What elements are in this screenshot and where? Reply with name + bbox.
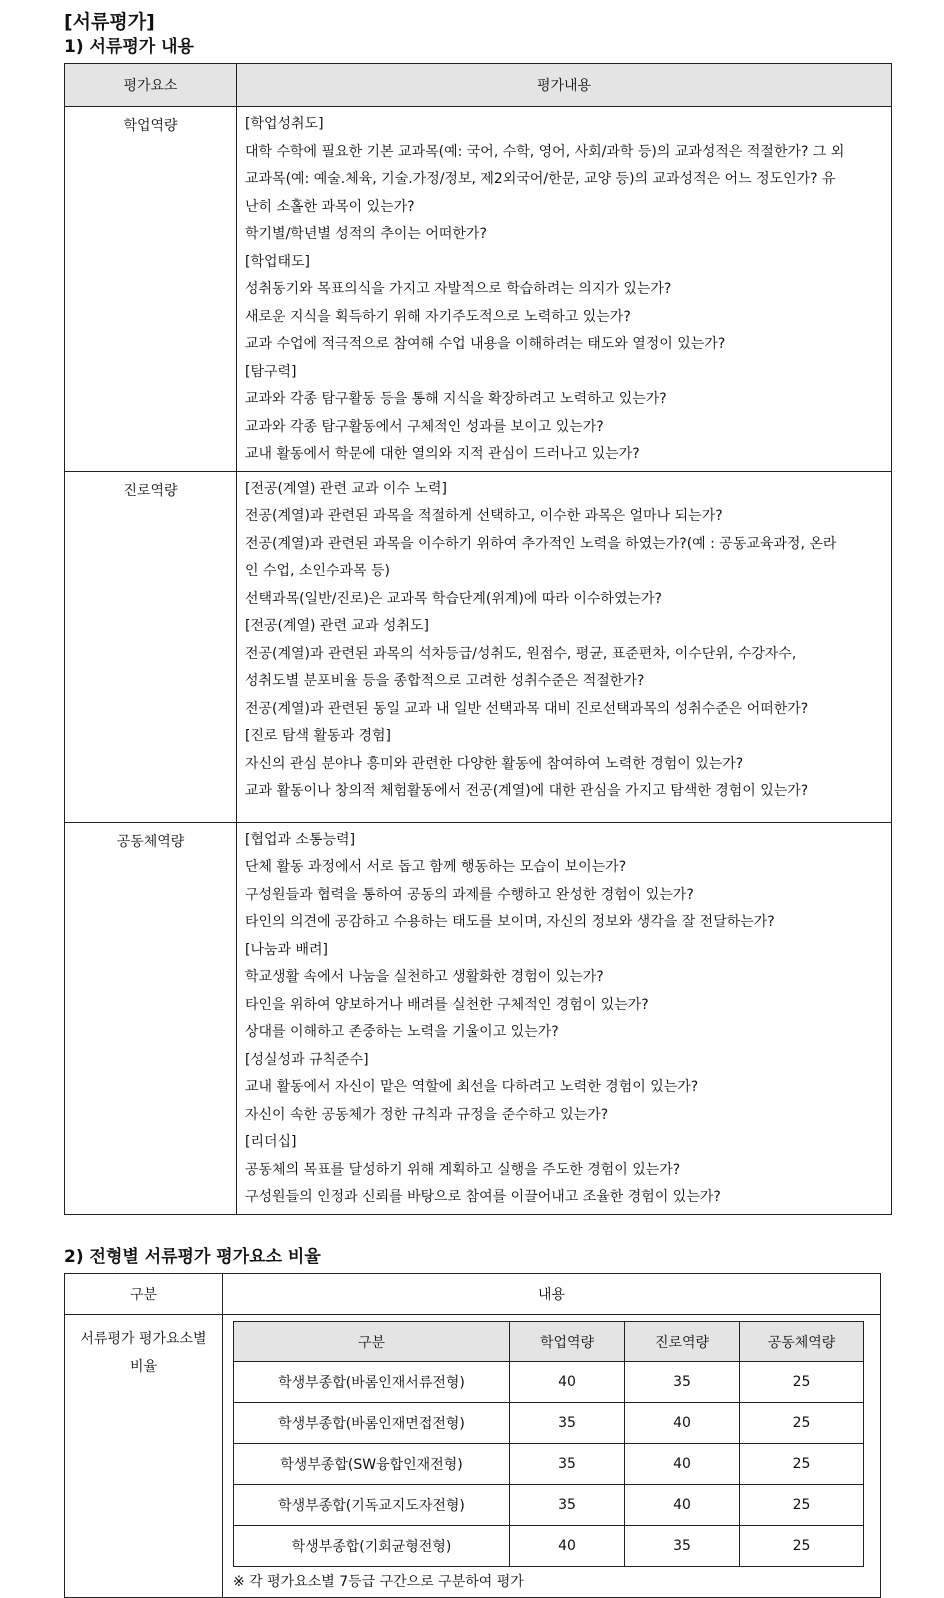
ratio-inner-table (233, 1321, 864, 1567)
inner-row (234, 1444, 864, 1485)
content-line: 단체 활동 과정에서 서로 돕고 함께 행동하는 모습이 보이는가? (245, 859, 627, 875)
community-value: 25 (740, 1526, 864, 1567)
header-content: 내용 (223, 1274, 881, 1315)
content-line: 성취도별 분포비율 등을 종합적으로 고려한 성취수준은 적절한가? (245, 673, 645, 689)
evaluation-content-table (64, 63, 892, 1215)
content-line: [전공(계열) 관련 교과 성취도] (245, 618, 429, 634)
content-line: [학업성취도] (245, 116, 324, 132)
content-line: 구성원들과 협력을 통하여 공동의 과제를 수행하고 완성한 경험이 있는가? (245, 886, 694, 903)
header-category: 구분 (65, 1274, 223, 1315)
content-line: 선택과목(일반/진로)은 교과목 학습단계(위계)에 따라 이수하였는가? (245, 590, 662, 607)
academic-value: 35 (510, 1485, 625, 1526)
row-label: 진로역량 (65, 471, 237, 822)
track-name: 학생부종합(기회균형전형) (234, 1526, 510, 1567)
content-line: 학교생활 속에서 나눔을 실천하고 생활화한 경험이 있는가? (245, 969, 604, 985)
track-name: 학생부종합(기독교지도자전형) (234, 1485, 510, 1526)
content-line: 타인의 의견에 공감하고 수용하는 태도를 보이며, 자신의 정보와 생각을 잘 전달하는가? (245, 914, 775, 930)
header-element: 평가요소 (65, 64, 237, 107)
content-line: 전공(계열)과 관련된 과목을 이수하기 위하여 추가적인 노력을 하였는가?(예 : 공동교육과정, 온라 (245, 535, 837, 552)
inner-row (234, 1526, 864, 1567)
row-content (237, 822, 892, 1214)
inner-header-academic: 학업역량 (510, 1322, 625, 1362)
content-line: [전공(계열) 관련 교과 이수 노력] (245, 480, 447, 497)
content-line: 학기별/학년별 성적의 추이는 어떠한가? (245, 226, 487, 242)
content-line: [협업과 소통능력] (245, 831, 356, 848)
section2-title: 2) 전형별 서류평가 평가요소 비율 (64, 1247, 321, 1267)
content-line: 자신의 관심 분야나 흥미와 관련한 다양한 활동에 참여하여 노력한 경험이 있는가? (245, 755, 744, 772)
content-line: 공동체의 목표를 달성하기 위해 계획하고 실행을 주도한 경험이 있는가? (245, 1161, 681, 1178)
row-label: 학업역량 (65, 107, 237, 472)
community-value: 25 (740, 1444, 864, 1485)
row-content (237, 107, 892, 472)
career-value: 40 (625, 1403, 740, 1444)
row-content (223, 1315, 881, 1598)
inner-header-community: 공동체역량 (740, 1322, 864, 1362)
content-line: 전공(계열)과 관련된 과목의 석차등급/성취도, 원점수, 평균, 표준편차, 이수단위, 수강자수, (245, 645, 797, 662)
table-row-academic (65, 107, 892, 472)
ratio-note: ※ 각 평가요소별 7등급 구간으로 구분하여 평가 (233, 1574, 524, 1590)
main-title: [서류평가] (64, 11, 155, 33)
content-line: 교과와 각종 탐구활동 등을 통해 지식을 확장하려고 노력하고 있는가? (245, 391, 667, 407)
row-label: 공동체역량 (65, 822, 237, 1214)
table-header-row (65, 1274, 881, 1315)
community-value: 25 (740, 1362, 864, 1403)
content-line: [성실성과 규칙준수] (245, 1051, 369, 1068)
academic-value: 40 (510, 1526, 625, 1567)
content-line: 교과 수업에 적극적으로 참여해 수업 내용을 이해하려는 태도와 열정이 있는가? (245, 336, 726, 352)
content-line: 상대를 이해하고 존중하는 노력을 기울이고 있는가? (245, 1024, 559, 1040)
content-line: 교내 활동에서 학문에 대한 열의와 지적 관심이 드러나고 있는가? (245, 446, 640, 462)
content-line: 난히 소홀한 과목이 있는가? (245, 198, 415, 215)
career-value: 40 (625, 1444, 740, 1485)
section1-title: 1) 서류평가 내용 (64, 37, 194, 57)
content-line: 구성원들의 인정과 신뢰를 바탕으로 참여를 이끌어내고 조율한 경험이 있는가? (245, 1189, 721, 1205)
table-row (65, 1315, 881, 1598)
content-line: [나눔과 배려] (245, 941, 328, 958)
career-value: 35 (625, 1526, 740, 1567)
row-content (237, 471, 892, 822)
content-line: 대학 수학에 필요한 기본 교과목(예: 국어, 수학, 영어, 사회/과학 등)의 교과성적은 적절한가? 그 외 (245, 143, 845, 160)
career-value: 35 (625, 1362, 740, 1403)
content-line: 전공(계열)과 관련된 동일 교과 내 일반 선택과목 대비 진로선택과목의 성취수준은 어떠한가? (245, 700, 809, 717)
table-row-career (65, 471, 892, 822)
row-label (65, 1315, 223, 1598)
track-name: 학생부종합(SW융합인재전형) (234, 1444, 510, 1485)
inner-header-row (234, 1322, 864, 1362)
content-line: [학업태도] (245, 253, 311, 270)
academic-value: 40 (510, 1362, 625, 1403)
academic-value: 35 (510, 1444, 625, 1485)
inner-header-category: 구분 (234, 1322, 510, 1362)
table-row-community (65, 822, 892, 1214)
content-line: 교과와 각종 탐구활동에서 구체적인 성과를 보이고 있는가? (245, 418, 604, 435)
content-line: 교과목(예: 예술.체육, 기술.가정/정보, 제2외국어/한문, 교양 등)의 교과성적은 어느 정도인가? 유 (245, 171, 836, 187)
content-line: [리더십] (245, 1134, 297, 1150)
content-line: 자신이 속한 공동체가 정한 규칙과 규정을 준수하고 있는가? (245, 1106, 609, 1123)
community-value: 25 (740, 1485, 864, 1526)
content-line: 타인을 위하여 양보하거나 배려를 실천한 구체적인 경험이 있는가? (245, 996, 649, 1013)
row-label-line: 비율 (129, 1359, 158, 1375)
inner-row (234, 1485, 864, 1526)
career-value: 40 (625, 1485, 740, 1526)
community-value: 25 (740, 1403, 864, 1444)
track-name: 학생부종합(바롬인재면접전형) (234, 1403, 510, 1444)
table-header-row (65, 64, 892, 107)
content-line: 교과 활동이나 창의적 체험활동에서 전공(계열)에 대한 관심을 가지고 탐색한 경험이 있는가? (245, 783, 809, 799)
content-line: 성취동기와 목표의식을 가지고 자발적으로 학습하려는 의지가 있는가? (245, 281, 672, 297)
inner-header-career: 진로역량 (625, 1322, 740, 1362)
content-line: 교내 활동에서 자신이 맡은 역할에 최선을 다하려고 노력한 경험이 있는가? (245, 1079, 699, 1095)
inner-row (234, 1403, 864, 1444)
content-line: 전공(계열)과 관련된 과목을 적절하게 선택하고, 이수한 과목은 얼마나 되는가? (245, 508, 723, 524)
inner-row (234, 1362, 864, 1403)
row-label-line: 서류평가 평가요소별 (80, 1331, 207, 1347)
academic-value: 35 (510, 1403, 625, 1444)
header-content: 평가내용 (237, 64, 892, 107)
content-line: [진로 탐색 활동과 경험] (245, 728, 391, 744)
content-line: 새로운 지식을 획득하기 위해 자기주도적으로 노력하고 있는가? (245, 308, 631, 325)
content-line: [탐구력] (245, 363, 297, 380)
content-line: 인 수업, 소인수과목 등) (245, 563, 390, 579)
ratio-table (64, 1273, 881, 1598)
track-name: 학생부종합(바롬인재서류전형) (234, 1362, 510, 1403)
